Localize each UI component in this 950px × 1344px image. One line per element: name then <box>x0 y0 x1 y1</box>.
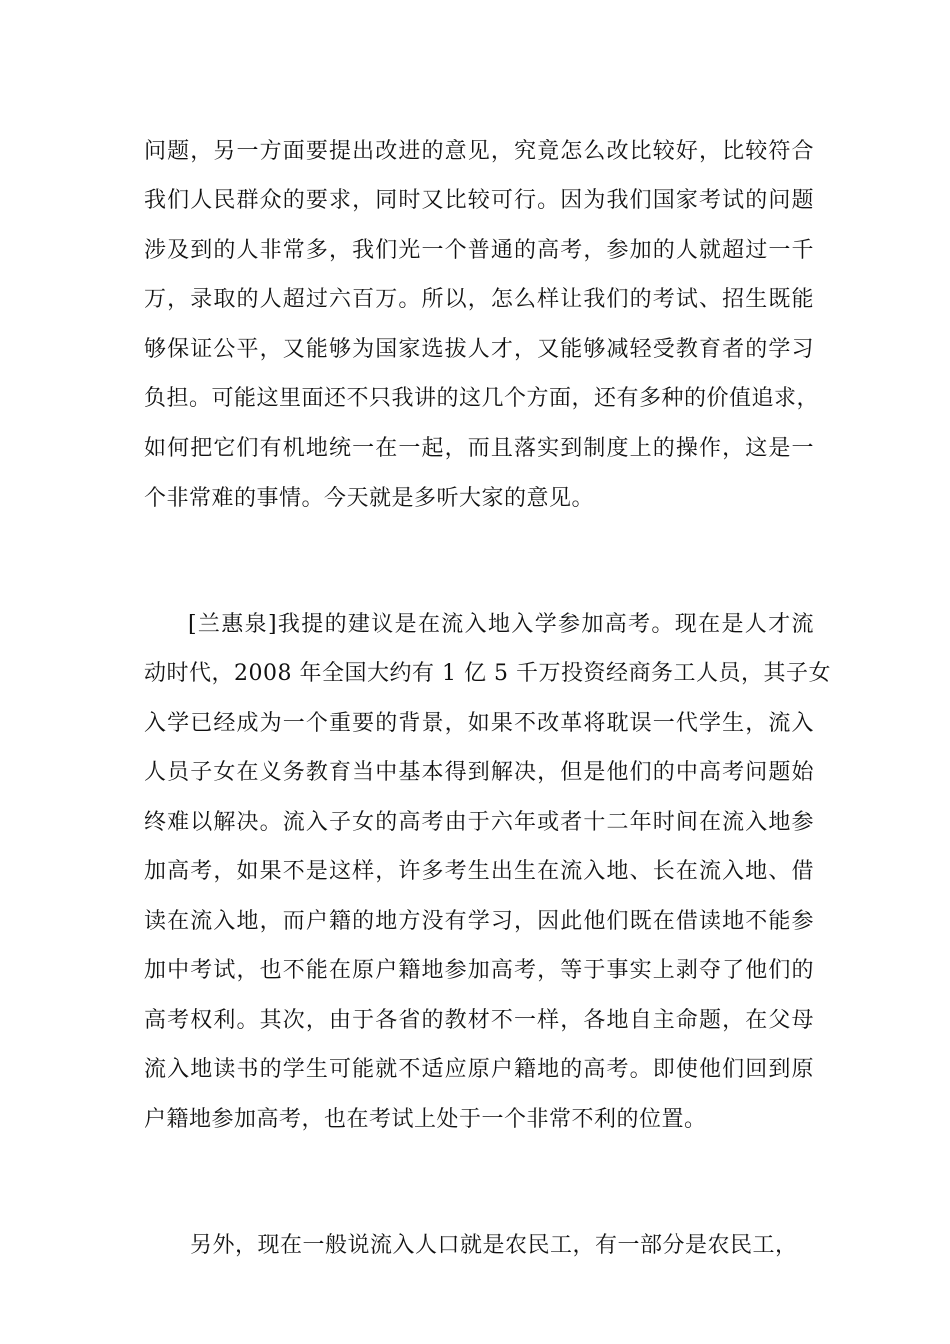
paragraph-2-line-6: 加高考，如果不是这样，许多考生出生在流入地、长在流入地、借 <box>144 859 814 884</box>
paragraph-1-line-2: 我们人民群众的要求，同时又比较可行。因为我们国家考试的问题 <box>144 188 814 213</box>
paragraph-2-line-9: 高考权利。其次，由于各省的教材不一样，各地自主命题，在父母 <box>144 1008 814 1033</box>
paragraph-2-line-8: 加中考试，也不能在原户籍地参加高考，等于事实上剥夺了他们的 <box>144 958 814 983</box>
paragraph-2-line-2: 动时代，2008 年全国大约有 1 亿 5 千万投资经商务工人员，其子女 <box>144 661 831 686</box>
paragraph-1-line-1: 问题，另一方面要提出改进的意见，究竟怎么改比较好，比较符合 <box>144 139 814 164</box>
paragraph-2-line-11: 户籍地参加高考，也在考试上处于一个非常不利的位置。 <box>144 1107 707 1132</box>
paragraph-1-line-7: 如何把它们有机地统一在一起，而且落实到制度上的操作，这是一 <box>144 436 814 461</box>
paragraph-2-line-4: 人员子女在义务教育当中基本得到解决，但是他们的中高考问题始 <box>144 760 814 785</box>
paragraph-2-line-10: 流入地读书的学生可能就不适应原户籍地的高考。即使他们回到原 <box>144 1057 814 1082</box>
paragraph-1-line-5: 够保证公平，又能够为国家选拔人才，又能够减轻受教育者的学习 <box>144 337 814 362</box>
paragraph-2-line-7: 读在流入地，而户籍的地方没有学习，因此他们既在借读地不能参 <box>144 909 814 934</box>
paragraph-2-line-3: 入学已经成为一个重要的背景，如果不改革将耽误一代学生，流入 <box>144 711 814 736</box>
paragraph-1-line-4: 万，录取的人超过六百万。所以，怎么样让我们的考试、招生既能 <box>144 287 814 312</box>
paragraph-2-line-5: 终难以解决。流入子女的高考由于六年或者十二年时间在流入地参 <box>144 810 814 835</box>
paragraph-1-line-3: 涉及到的人非常多，我们光一个普通的高考，参加的人就超过一千 <box>144 238 814 263</box>
paragraph-1-line-8: 个非常难的事情。今天就是多听大家的意见。 <box>144 486 595 511</box>
paragraph-1-line-6: 负担。可能这里面还不只我讲的这几个方面，还有多种的价值追求， <box>144 386 820 411</box>
paragraph-2-line-1: [兰惠泉]我提的建议是在流入地入学参加高考。现在是人才流 <box>188 612 814 637</box>
paragraph-3-line-1: 另外，现在一般说流入人口就是农民工，有一部分是农民工， <box>190 1233 798 1258</box>
